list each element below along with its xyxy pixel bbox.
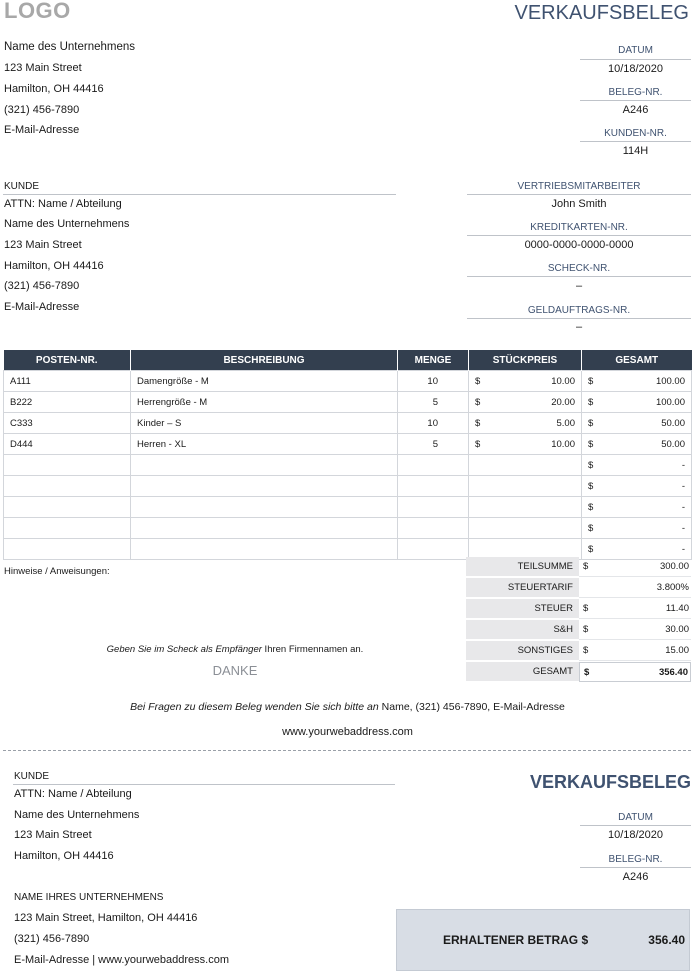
stub-customer-street: 123 Main Street (14, 829, 92, 841)
amount-received-box (396, 909, 690, 971)
item-total: - (681, 543, 685, 555)
table-row (4, 434, 692, 455)
item-total: 100.00 (655, 396, 685, 408)
item-total: - (681, 459, 685, 471)
check-label: SCHECK-NR. (547, 263, 611, 274)
item-unit-price: 20.00 (551, 396, 575, 408)
stub-title: VERKAUFSBELEG (529, 772, 691, 792)
item-unit-price: 10.00 (551, 438, 575, 450)
questions-note (0, 701, 695, 713)
thanks-text: DANKE (212, 663, 258, 678)
stub-customer-label: KUNDE (14, 771, 50, 782)
customer-phone: (321) 456-7890 (4, 280, 80, 292)
stub-company-contact: E-Mail-Adresse | www.yourwebaddress.com (14, 954, 229, 966)
currency-symbol: $ (583, 603, 589, 614)
logo: LOGO (4, 0, 71, 23)
item-id: C333 (4, 413, 131, 434)
customer-name: Name des Unternehmens (4, 218, 130, 230)
notes-label: Hinweise / Anweisungen: (4, 566, 110, 577)
item-total: - (681, 522, 685, 534)
currency-symbol: $ (588, 375, 594, 387)
subtotal-label: TEILSUMME (466, 557, 579, 577)
subtotal-row (466, 557, 691, 577)
currency-symbol: $ (475, 438, 481, 450)
customer-city: Hamilton, OH 44416 (4, 260, 104, 272)
header-item-no: POSTEN-NR. (4, 350, 131, 371)
subtotal-value: 300.00 (659, 561, 689, 572)
item-total: - (681, 501, 685, 513)
currency-symbol: $ (588, 438, 594, 450)
item-id: D444 (4, 434, 131, 455)
check-value: – (575, 280, 583, 292)
item-unit-price: 10.00 (551, 375, 575, 387)
company-email: E-Mail-Adresse (4, 124, 80, 136)
total-row (466, 662, 691, 682)
tax-row (466, 599, 691, 619)
stub-customer-attn: ATTN: Name / Abteilung (14, 788, 132, 800)
table-row (4, 476, 692, 497)
cut-line (3, 750, 691, 751)
item-description: Kinder – S (131, 413, 398, 434)
currency-symbol: $ (583, 645, 589, 656)
currency-symbol: $ (475, 396, 481, 408)
date-label: DATUM (618, 45, 653, 56)
customer-id-label: KUNDEN-NR. (604, 128, 667, 139)
item-description: Herren - XL (131, 434, 398, 455)
other-value: 15.00 (665, 645, 689, 656)
company-street: 123 Main Street (4, 62, 82, 74)
stub-customer-city: Hamilton, OH 44416 (14, 850, 114, 862)
table-row (4, 455, 692, 476)
shipping-row (466, 620, 691, 640)
sales-rep-label: VERTRIEBSMITARBEITER (517, 181, 641, 192)
shipping-value: 30.00 (665, 624, 689, 635)
stub-company-phone: (321) 456-7890 (14, 933, 90, 945)
tax-rate-value: 3.800% (656, 582, 689, 593)
item-description: Damengröße - M (131, 371, 398, 392)
stub-date-label: DATUM (618, 812, 653, 823)
currency-symbol: $ (588, 396, 594, 408)
company-phone: (321) 456-7890 (4, 104, 80, 116)
amount-received-label: ERHALTENER BETRAG $ (443, 933, 589, 947)
item-unit-price: 5.00 (556, 417, 575, 429)
header-total: GESAMT (582, 350, 692, 371)
date-value: 10/18/2020 (607, 63, 664, 75)
shipping-label: S&H (466, 620, 579, 640)
items-table (3, 350, 692, 560)
table-row (4, 497, 692, 518)
other-label: SONSTIGES (466, 641, 579, 661)
item-description: Herrengröße - M (131, 392, 398, 413)
website-link[interactable]: www.yourwebaddress.com (282, 726, 413, 738)
item-id: B222 (4, 392, 131, 413)
table-row (4, 392, 692, 413)
item-total: - (681, 480, 685, 492)
receipt-value: A246 (622, 104, 649, 116)
money-order-value: – (575, 321, 583, 333)
money-order-label: GELDAUFTRAGS-NR. (527, 305, 631, 316)
check-note-rest: Ihren Firmennamen an. (261, 644, 364, 655)
item-quantity: 10 (398, 413, 469, 434)
stub-receipt-value: A246 (622, 871, 649, 883)
sales-rep-value: John Smith (551, 198, 607, 210)
check-payee-note (4, 644, 466, 655)
check-note-italic: Geben Sie im Scheck als Empfänger (106, 644, 262, 655)
currency-symbol: $ (588, 480, 594, 492)
tax-rate-label: STEUERTARIF (466, 578, 579, 598)
currency-symbol: $ (588, 417, 594, 429)
item-total: 50.00 (661, 438, 685, 450)
header-description: BESCHREIBUNG (131, 350, 398, 371)
stub-company-address: 123 Main Street, Hamilton, OH 44416 (14, 912, 198, 924)
company-city: Hamilton, OH 44416 (4, 83, 104, 95)
item-id: A111 (4, 371, 131, 392)
questions-rest: Name, (321) 456-7890, E-Mail-Adresse (378, 701, 565, 713)
customer-street: 123 Main Street (4, 239, 82, 251)
amount-received-value: 356.40 (648, 933, 685, 947)
header-quantity: MENGE (398, 350, 469, 371)
item-quantity: 5 (398, 434, 469, 455)
currency-symbol: $ (583, 624, 589, 635)
receipt-label: BELEG-NR. (608, 87, 663, 98)
currency-symbol: $ (588, 543, 594, 555)
stub-customer-name: Name des Unternehmens (14, 809, 140, 821)
table-row (4, 518, 692, 539)
customer-attn: ATTN: Name / Abteilung (4, 198, 122, 210)
currency-symbol: $ (584, 667, 590, 678)
currency-symbol: $ (588, 459, 594, 471)
company-name: Name des Unternehmens (4, 41, 136, 53)
currency-symbol: $ (583, 561, 589, 572)
tax-rate-row (466, 578, 691, 598)
stub-company-label: NAME IHRES UNTERNEHMENS (14, 892, 164, 903)
stub-receipt-label: BELEG-NR. (608, 854, 663, 865)
currency-symbol: $ (588, 501, 594, 513)
item-quantity: 5 (398, 392, 469, 413)
customer-id-value: 114H (622, 145, 649, 157)
tax-label: STEUER (466, 599, 579, 619)
table-row (4, 413, 692, 434)
table-row (4, 371, 692, 392)
document-title: VERKAUFSBELEG (514, 2, 689, 24)
questions-italic: Bei Fragen zu diesem Beleg wenden Sie sich bitte an (130, 701, 379, 713)
currency-symbol: $ (475, 417, 481, 429)
currency-symbol: $ (475, 375, 481, 387)
tax-value: 11.40 (665, 603, 689, 614)
item-total: 50.00 (661, 417, 685, 429)
item-total: 100.00 (655, 375, 685, 387)
card-value: 0000-0000-0000-0000 (524, 239, 634, 251)
total-label: GESAMT (466, 662, 579, 682)
other-row (466, 641, 691, 661)
card-label: KREDITKARTEN-NR. (530, 222, 628, 233)
customer-email: E-Mail-Adresse (4, 301, 80, 313)
header-unit-price: STÜCKPREIS (469, 350, 582, 371)
stub-date-value: 10/18/2020 (607, 829, 664, 841)
currency-symbol: $ (588, 522, 594, 534)
customer-label: KUNDE (4, 181, 40, 192)
total-value: 356.40 (658, 667, 688, 678)
item-quantity: 10 (398, 371, 469, 392)
